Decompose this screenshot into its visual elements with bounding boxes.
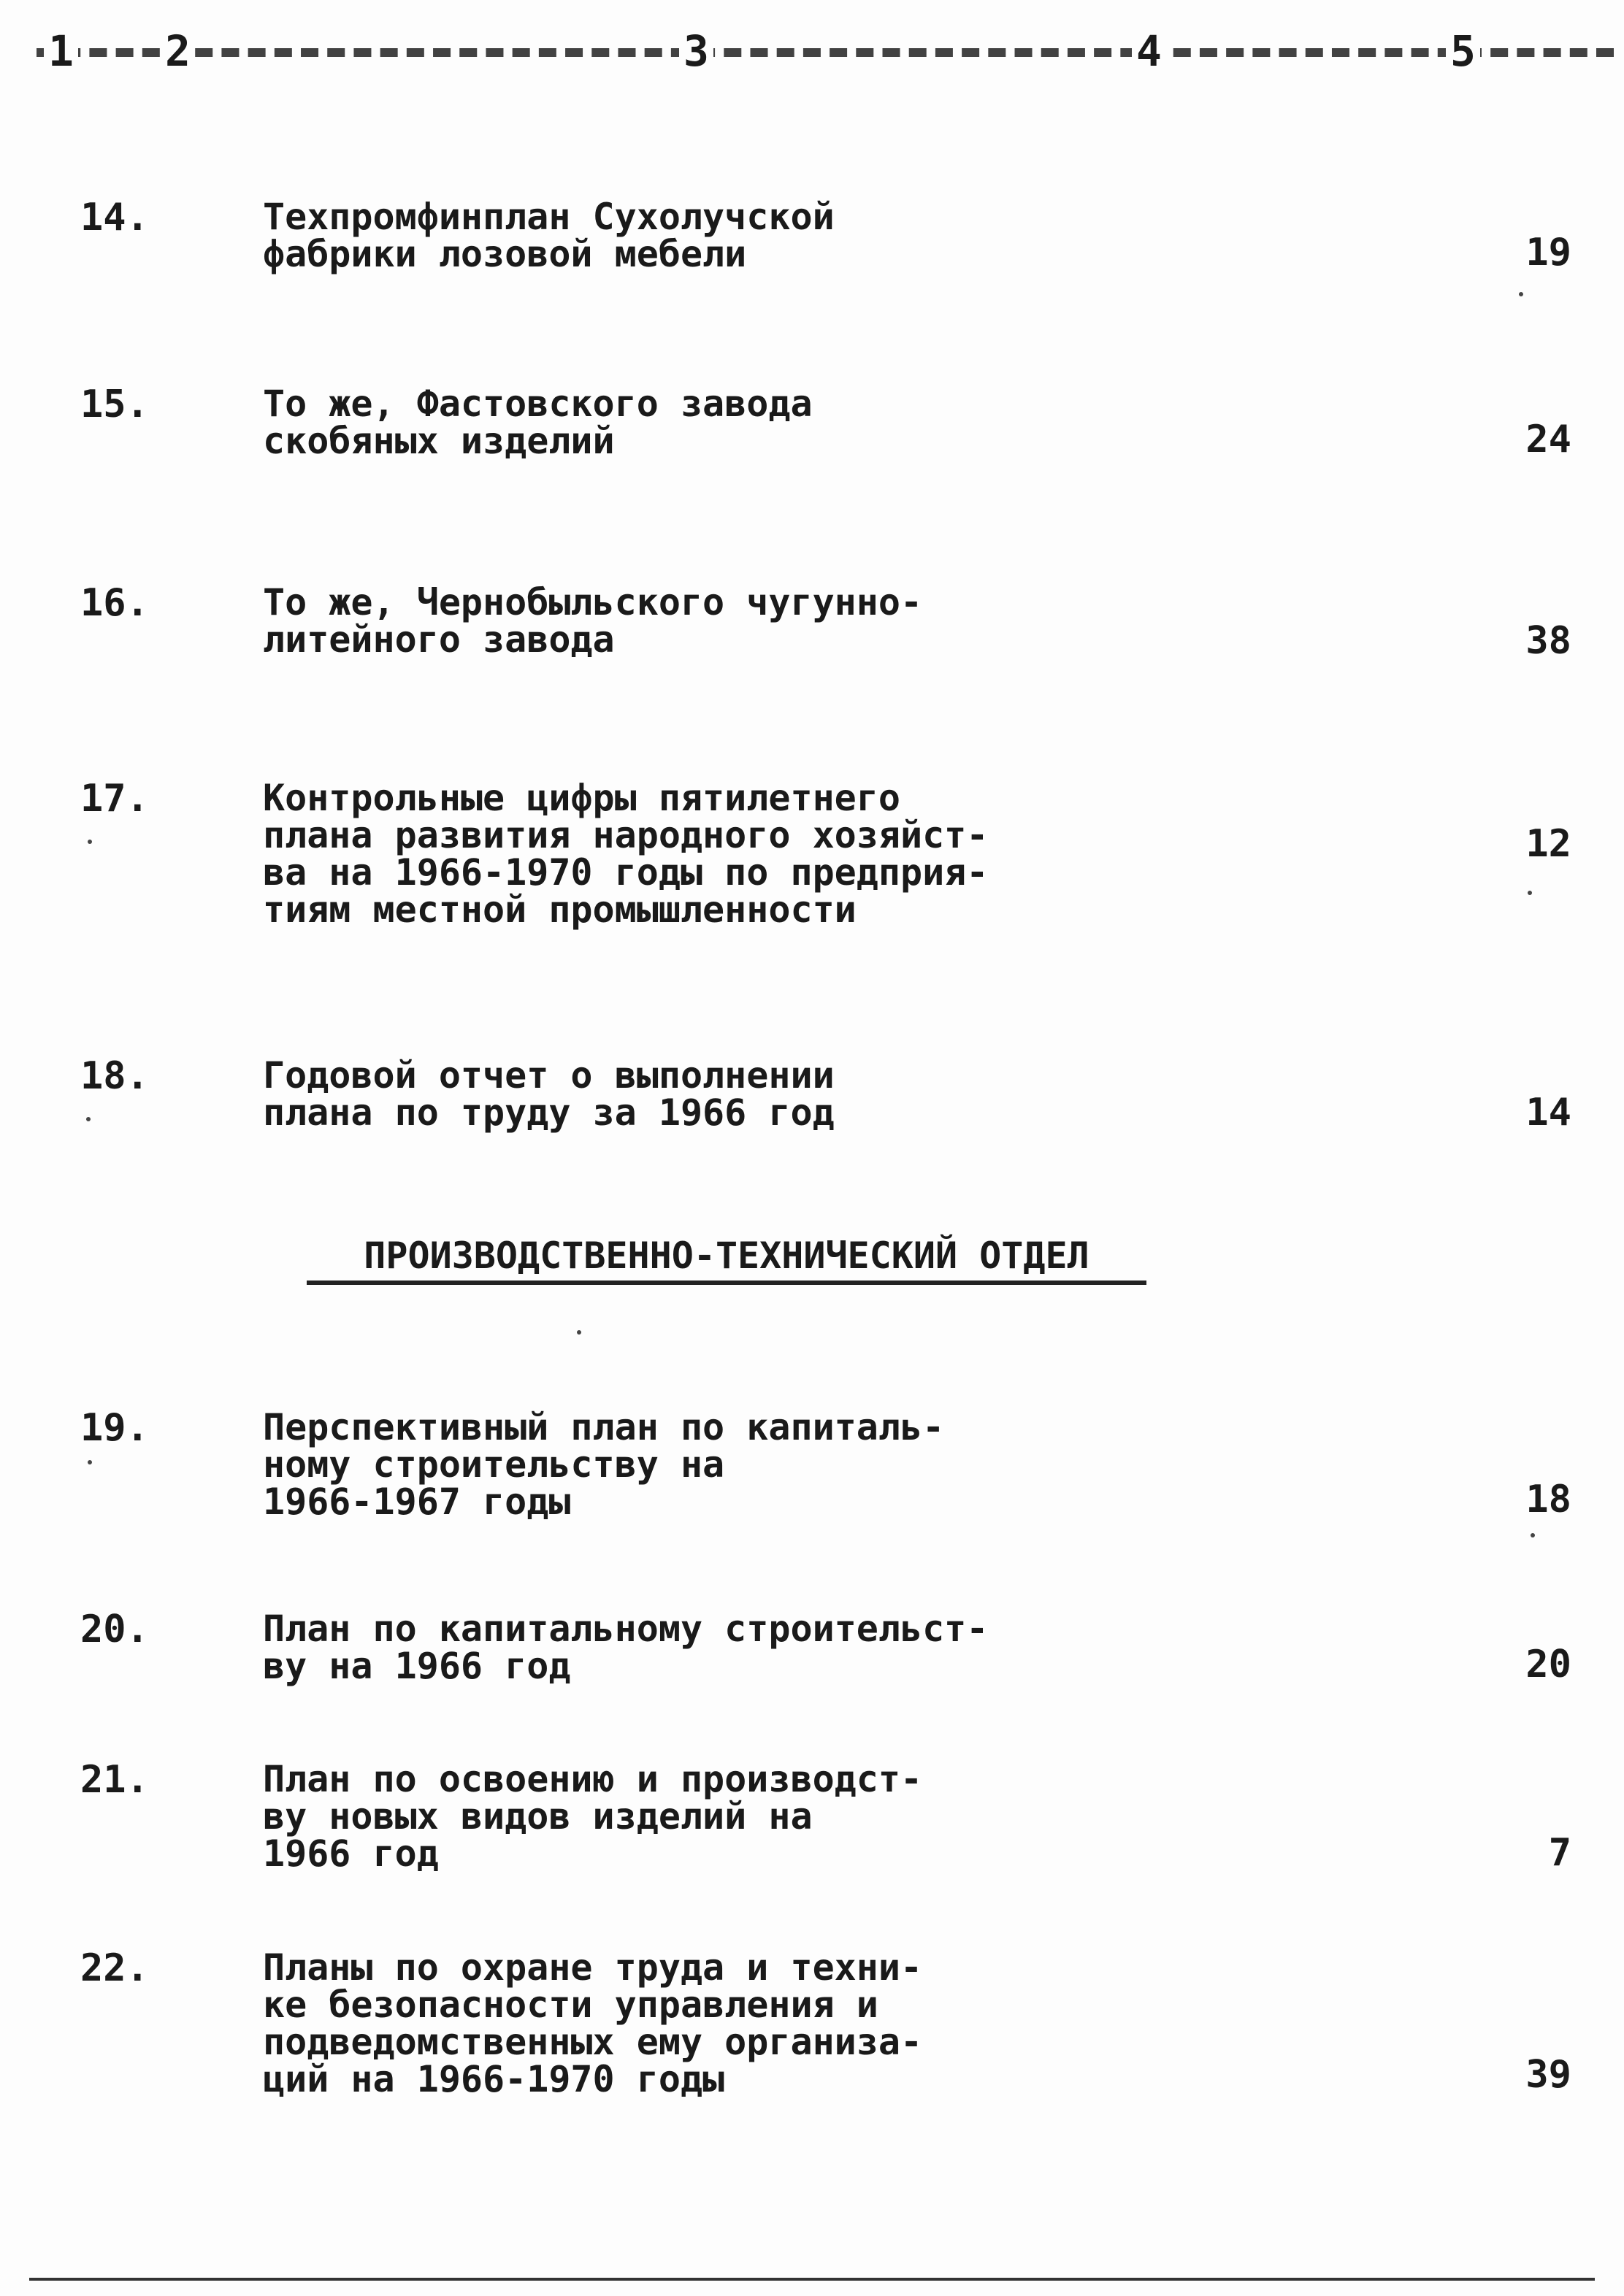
column-number: 4 bbox=[1132, 22, 1166, 80]
item-title-line: плана по труду за 1966 год bbox=[263, 1091, 835, 1134]
item-title-line: ва на 1966-1970 годы по предприя- bbox=[263, 851, 989, 894]
item-page-count: 24 bbox=[1525, 418, 1571, 461]
column-header-row bbox=[37, 22, 1614, 80]
item-number: 22. bbox=[80, 1946, 149, 1990]
item-number: 19. bbox=[80, 1406, 149, 1450]
item-title bbox=[263, 385, 1066, 460]
item-page-count: 18 bbox=[1525, 1478, 1571, 1521]
item-number: 20. bbox=[80, 1608, 149, 1651]
item-title bbox=[263, 1758, 1066, 1875]
item-number: 14. bbox=[80, 196, 149, 239]
item-title-line: Перспективный план по капиталь- bbox=[263, 1406, 945, 1448]
item-title bbox=[263, 1406, 1066, 1523]
item-title bbox=[263, 1054, 1066, 1134]
item-title-line: 1966-1967 годы bbox=[263, 1481, 571, 1523]
item-title-line: План по освоению и производст- bbox=[263, 1758, 923, 1800]
item-page-count: 20 bbox=[1525, 1643, 1571, 1686]
scan-speck bbox=[1519, 292, 1523, 296]
item-title bbox=[263, 196, 1066, 275]
scan-speck bbox=[88, 1460, 92, 1464]
item-title-line: ному строительству на bbox=[263, 1443, 725, 1486]
column-number: 2 bbox=[161, 22, 195, 80]
item-title-line: ву новых видов изделий на bbox=[263, 1795, 813, 1838]
item-title-line: Техпромфинплан Сухолучской bbox=[263, 196, 835, 238]
column-number: 5 bbox=[1446, 22, 1480, 80]
column-number: 3 bbox=[679, 22, 713, 80]
section-heading: ПРОИЗВОДСТВЕННО-ТЕХНИЧЕСКИЙ ОТДЕЛ bbox=[307, 1234, 1146, 1285]
item-title bbox=[263, 1610, 1066, 1685]
item-title-line: тиям местной промышленности bbox=[263, 888, 857, 931]
item-number: 17. bbox=[80, 777, 149, 821]
item-page-count: 38 bbox=[1525, 619, 1571, 663]
item-title bbox=[263, 581, 1066, 661]
item-title-line: ке безопасности управления и bbox=[263, 1984, 878, 2026]
item-title bbox=[263, 1946, 1066, 2100]
scan-speck bbox=[1528, 891, 1532, 895]
item-title-line: То же, Чернобыльского чугунно- bbox=[263, 581, 923, 623]
item-title-line: План по капитальному строительст- bbox=[263, 1608, 989, 1650]
item-page-count: 19 bbox=[1525, 231, 1571, 274]
item-title-line: скобяных изделий bbox=[263, 420, 615, 462]
item-page-count: 7 bbox=[1548, 1831, 1571, 1875]
item-title-line: Годовой отчет о выполнении bbox=[263, 1054, 835, 1097]
item-title-line: литейного завода bbox=[263, 618, 615, 661]
item-page-count: 12 bbox=[1525, 822, 1571, 866]
column-number: 1 bbox=[44, 22, 78, 80]
item-title-line: То же, Фастовского завода bbox=[263, 383, 813, 425]
item-title-line: подведомственных ему организа- bbox=[263, 2021, 923, 2063]
item-page-count: 14 bbox=[1525, 1091, 1571, 1134]
item-number: 16. bbox=[80, 581, 149, 625]
item-number: 21. bbox=[80, 1758, 149, 1802]
column-header-rule bbox=[37, 48, 1614, 57]
scan-speck bbox=[88, 840, 92, 844]
item-title-line: фабрики лозовой мебели bbox=[263, 233, 747, 275]
item-title-line: Планы по охране труда и техни- bbox=[263, 1946, 923, 1989]
item-title-line: ций на 1966-1970 годы bbox=[263, 2058, 725, 2100]
item-title-line: ву на 1966 год bbox=[263, 1645, 571, 1687]
item-title-line: плана развития народного хозяйст- bbox=[263, 814, 989, 856]
scan-speck bbox=[1531, 1533, 1535, 1537]
item-number: 15. bbox=[80, 383, 149, 426]
item-title-line: Контрольные цифры пятилетнего bbox=[263, 777, 900, 819]
item-title-line: 1966 год bbox=[263, 1832, 439, 1875]
item-number: 18. bbox=[80, 1054, 149, 1098]
bottom-rule bbox=[29, 2278, 1595, 2281]
item-title bbox=[263, 777, 1066, 931]
scan-speck bbox=[577, 1330, 581, 1335]
item-page-count: 39 bbox=[1525, 2053, 1571, 2097]
scan-speck bbox=[86, 1117, 91, 1121]
